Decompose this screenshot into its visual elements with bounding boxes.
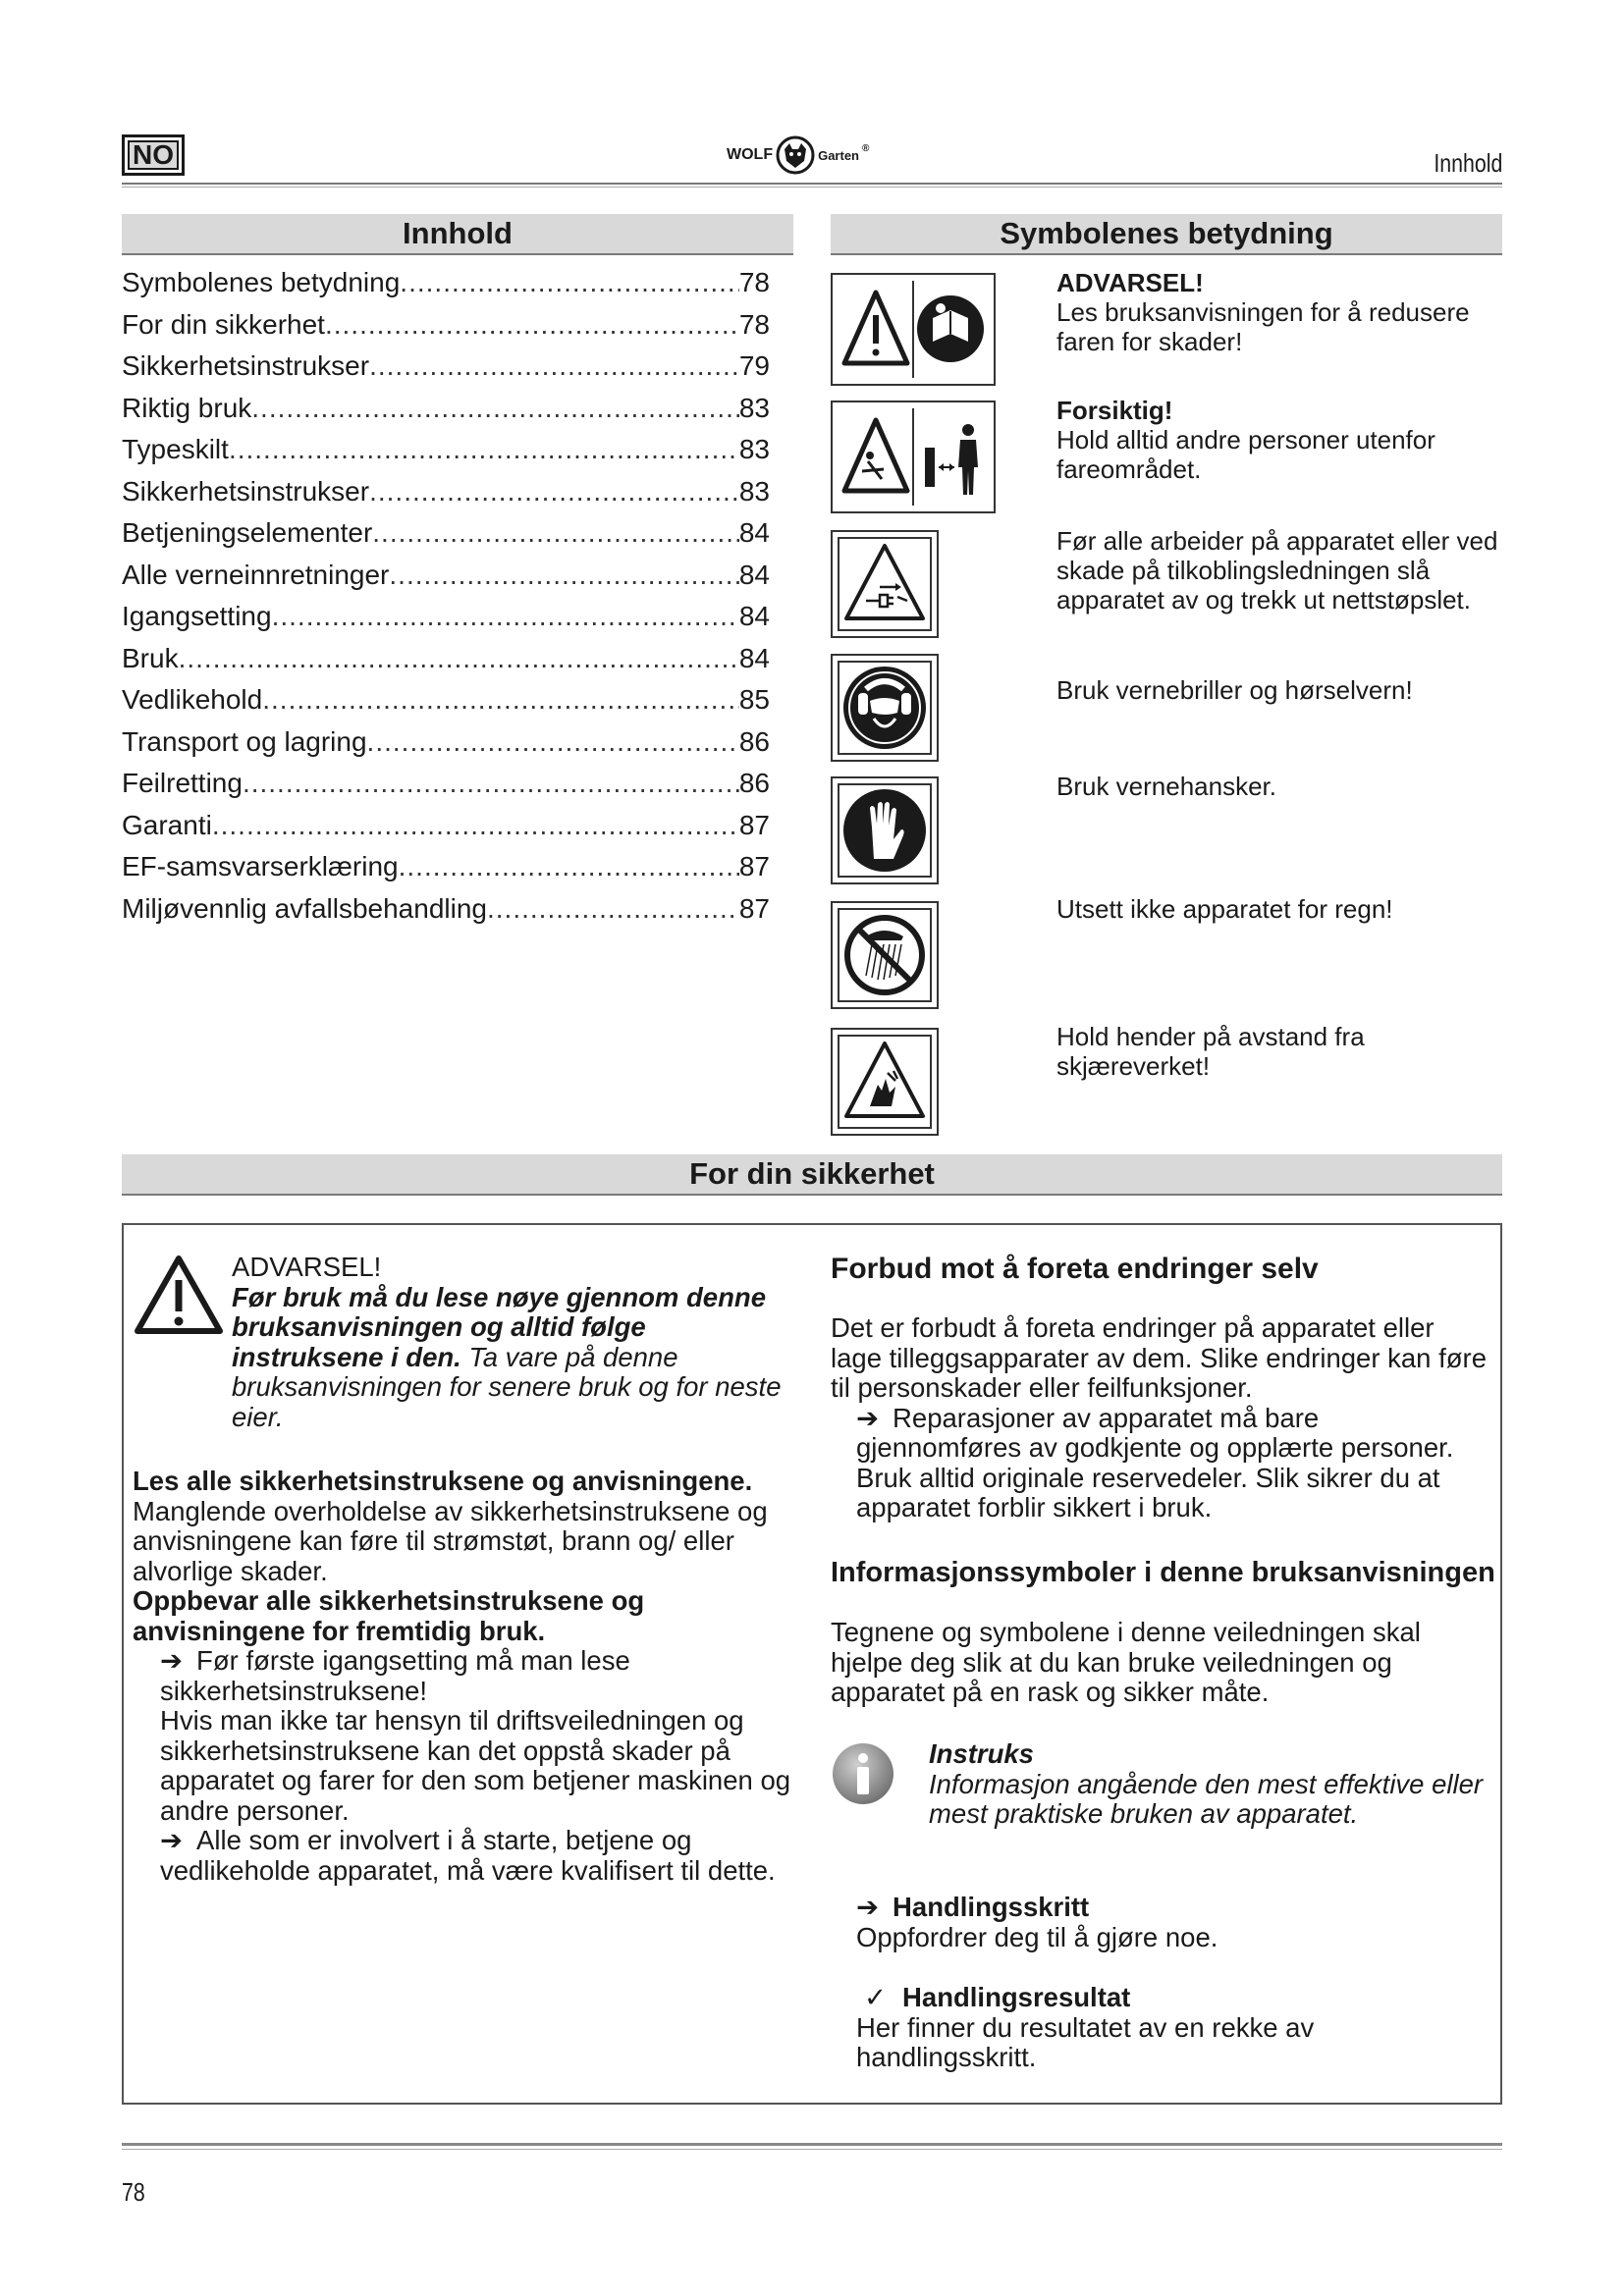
ban-block <box>831 1313 1489 1523</box>
warning-bold-text: Før bruk må du lese nøye gjennom denne bruksanvisningen og alltid følge instruksene i den. <box>232 1281 766 1372</box>
toc-item[interactable] <box>122 350 770 393</box>
toc-leader <box>262 684 739 716</box>
action-result-title: Handlingsresultat <box>902 1982 1131 2012</box>
page-number: 78 <box>122 2177 145 2207</box>
symbol-5-text: Bruk vernehansker. <box>1056 772 1277 801</box>
toc-item-label: Feilretting <box>122 768 243 798</box>
toc-item-page: 85 <box>738 684 770 715</box>
keep-instructions-heading: Oppbevar alle sikkerhetsinstruksene og anvisningene for fremtidig bruk. <box>133 1585 645 1646</box>
symbol-eye-ear-protection <box>831 654 939 762</box>
ban-heading: Forbud mot å foreta endringer selv <box>831 1253 1319 1285</box>
header-divider <box>122 183 1502 185</box>
toc-item-page: 83 <box>738 475 770 507</box>
toc-item-label: EF-samsvarserklæring <box>122 851 399 881</box>
warning-block <box>232 1253 791 1432</box>
arrow-right-icon: ➔ <box>160 1825 184 1855</box>
toc-item-label: Alle verneinnretninger <box>122 559 390 590</box>
toc-leader <box>372 517 739 549</box>
safety-title: For din sikkerhet <box>122 1154 1502 1196</box>
action-result-block <box>856 1983 1494 2073</box>
read-all-heading: Les alle sikkerhetsinstruksene og anvisningene. <box>133 1466 753 1496</box>
toc-item[interactable] <box>122 810 770 852</box>
toc-leader <box>369 350 739 382</box>
ban-step <box>831 1404 1489 1523</box>
hand-blade-warning-icon <box>837 1034 933 1130</box>
step-read-before-use <box>160 1646 810 1706</box>
toc-item-label: Vedlikehold <box>122 684 263 715</box>
toc-item[interactable] <box>122 434 770 476</box>
step-read-before-use-text: Før første igangsetting må man lese sikkerhetsinstruksene! <box>160 1645 630 1706</box>
read-all-text: Manglende overholdelse av sikkerhetsinstruksene og anvisningene kan føre til strømstøt, brann og/ eller alvorlige skader. <box>133 1495 768 1586</box>
header-section-name: Innhold <box>1434 148 1502 178</box>
symbol-1-title: ADVARSEL! <box>1056 268 1204 297</box>
toc-item[interactable] <box>122 601 770 643</box>
toc-item[interactable] <box>122 726 770 769</box>
warning-read-manual-icon <box>839 281 988 378</box>
toc-item-page: 84 <box>738 642 770 673</box>
action-step-title: Handlingsskritt <box>893 1892 1090 1922</box>
toc-item[interactable] <box>122 476 770 518</box>
toc-item-label: Bruk <box>122 642 179 673</box>
instruction-block <box>929 1739 1489 1830</box>
toc-item[interactable] <box>122 393 770 435</box>
toc-leader <box>243 768 739 799</box>
footer-divider <box>122 2143 1502 2146</box>
toc-leader <box>487 893 739 925</box>
brand-wolf: WOLF <box>727 146 774 163</box>
info-icon <box>831 1741 895 1806</box>
toc-item[interactable] <box>122 768 770 810</box>
symbol-hands-away <box>831 1028 939 1136</box>
toc-leader <box>325 309 739 341</box>
info-symbols-heading: Informasjonssymboler i denne bruksanvisningen <box>831 1557 1495 1588</box>
toc-item-page: 84 <box>738 517 770 548</box>
action-step-block <box>856 1893 1494 1952</box>
unplug-warning-icon <box>837 536 933 632</box>
toc-item-label: For din sikkerhet <box>122 308 325 340</box>
symbol-1-desc: Les bruksanvisningen for å redusere faren for skader! <box>1056 297 1470 356</box>
toc-item[interactable] <box>122 517 770 560</box>
instruction-title: Instruks <box>929 1738 1034 1769</box>
table-of-contents <box>122 267 770 934</box>
brand-registered: ® <box>862 143 870 154</box>
wolf-logo-icon <box>776 135 815 175</box>
toc-item[interactable] <box>122 851 770 893</box>
toc-item-label: Symbolenes betydning <box>122 267 401 297</box>
toc-item-label: Typeskilt <box>122 434 229 464</box>
toc-item-label: Garanti <box>122 809 212 840</box>
toc-item-page: 83 <box>738 392 770 423</box>
symbol-3-text: Før alle arbeider på apparatet eller ved skade på tilkoblingsledningen slå apparatet av og trekk ut nettstøpslet. <box>1056 526 1498 614</box>
toc-item-label: Igangsetting <box>122 601 272 631</box>
no-rain-icon <box>837 907 933 1003</box>
toc-leader <box>389 560 738 591</box>
toc-item-page: 86 <box>738 725 770 757</box>
toc-item-page: 87 <box>738 809 770 840</box>
checkmark-icon: ✓ <box>864 1982 888 2012</box>
symbol-1-text <box>1056 268 1508 356</box>
toc-leader <box>272 601 739 632</box>
instruction-text: Informasjon angående den mest effektive eller mest praktiske bruken av apparatet. <box>929 1768 1484 1829</box>
toc-leader <box>399 851 739 882</box>
toc-item-label: Sikkerhetsinstrukser <box>122 475 370 507</box>
toc-item-label: Riktig bruk <box>122 392 252 423</box>
symbol-2-desc: Hold alltid andre personer utenfor fareområdet. <box>1056 425 1435 484</box>
brand-logo <box>727 132 869 179</box>
toc-title: Innhold <box>122 214 793 255</box>
toc-item[interactable] <box>122 643 770 685</box>
symbol-gloves <box>831 776 939 884</box>
info-symbols-text: Tegnene og symbolene i denne veiledningen skal hjelpe deg slik at du kan bruke veiledningen og apparatet på en rask og sikker måte. <box>831 1617 1421 1707</box>
toc-item-label: Sikkerhetsinstrukser <box>122 350 370 381</box>
toc-item-page: 87 <box>738 892 770 924</box>
toc-item-label: Betjeningselementer <box>122 517 373 548</box>
symbol-2-title: Forsiktig! <box>1056 396 1173 425</box>
symbol-no-rain <box>831 901 939 1009</box>
warning-italic-text: Ta vare på denne bruksanvisningen for senere bruk og for neste eier. <box>232 1341 782 1432</box>
symbol-2-text <box>1056 396 1508 484</box>
symbol-6-text: Utsett ikke apparatet for regn! <box>1056 894 1393 924</box>
toc-item-page: 79 <box>738 350 770 381</box>
toc-item[interactable] <box>122 893 770 935</box>
action-step-text: Oppfordrer deg til å gjøre noe. <box>856 1921 1218 1952</box>
toc-item-page: 87 <box>738 851 770 881</box>
step-read-before-use-more: Hvis man ikke tar hensyn til driftsveiledningen og sikkerhetsinstruksene kan det oppstå skader på apparatet og farer for den som betjener maskinen og andre personer. <box>160 1705 791 1826</box>
toc-leader <box>251 393 739 424</box>
toc-leader <box>369 476 739 507</box>
toc-leader <box>212 810 739 841</box>
toc-item-label: Miljøvennlig avfallsbehandling <box>122 892 487 924</box>
toc-leader <box>229 434 739 465</box>
warning-title: ADVARSEL! <box>232 1252 382 1282</box>
toc-item[interactable] <box>122 267 770 309</box>
toc-leader <box>179 643 739 674</box>
symbol-read-manual <box>831 273 996 386</box>
warning-triangle-icon <box>134 1255 224 1335</box>
goggles-earmuffs-icon <box>837 660 933 756</box>
arrow-right-icon: ➔ <box>856 1892 880 1922</box>
ban-step-text: Reparasjoner av apparatet må bare gjennomføres av godkjente og opplærte personer. Bruk alltid originale reservedeler. Slik sikrer du at apparatet forblir sikkert i bruk. <box>856 1402 1454 1522</box>
footer-divider-thin <box>122 2149 1502 2150</box>
toc-leader <box>400 267 739 298</box>
arrow-right-icon: ➔ <box>160 1645 184 1676</box>
gloves-icon <box>837 782 933 879</box>
toc-item-page: 78 <box>738 308 770 340</box>
safety-instructions <box>133 1467 810 1886</box>
toc-item-page: 86 <box>738 768 770 798</box>
arrow-right-icon: ➔ <box>856 1402 880 1433</box>
step-qualified-text: Alle som er involvert i å starte, betjene og vedlikeholde apparatet, må være kvalifisert til dette. <box>160 1825 776 1886</box>
symbol-unplug <box>831 530 939 638</box>
toc-item[interactable] <box>122 560 770 602</box>
symbol-4-text: Bruk vernebriller og hørselvern! <box>1056 675 1413 705</box>
step-qualified <box>160 1826 810 1886</box>
toc-item-label: Transport og lagring <box>122 725 367 757</box>
symbols-title: Symbolenes betydning <box>831 214 1502 255</box>
toc-item-page: 84 <box>738 601 770 631</box>
toc-item[interactable] <box>122 309 770 351</box>
caution-bystanders-icon <box>839 408 988 506</box>
symbol-keep-distance <box>831 400 996 513</box>
language-badge: NO <box>122 134 185 176</box>
brand-garten: Garten <box>818 147 859 163</box>
toc-item[interactable] <box>122 684 770 726</box>
action-result-text: Her finner du resultatet av en rekke av handlingsskritt. <box>856 2011 1315 2072</box>
toc-item-page: 78 <box>738 267 770 297</box>
toc-item-page: 83 <box>738 434 770 464</box>
ban-text: Det er forbudt å foreta endringer på apparatet eller lage tilleggsapparater av dem. Slike endringer kan føre til personskader eller feilfunksjoner. <box>831 1312 1488 1403</box>
symbol-7-text: Hold hender på avstand fra skjæreverket! <box>1056 1022 1365 1081</box>
toc-leader <box>367 726 739 758</box>
toc-item-page: 84 <box>738 559 770 590</box>
